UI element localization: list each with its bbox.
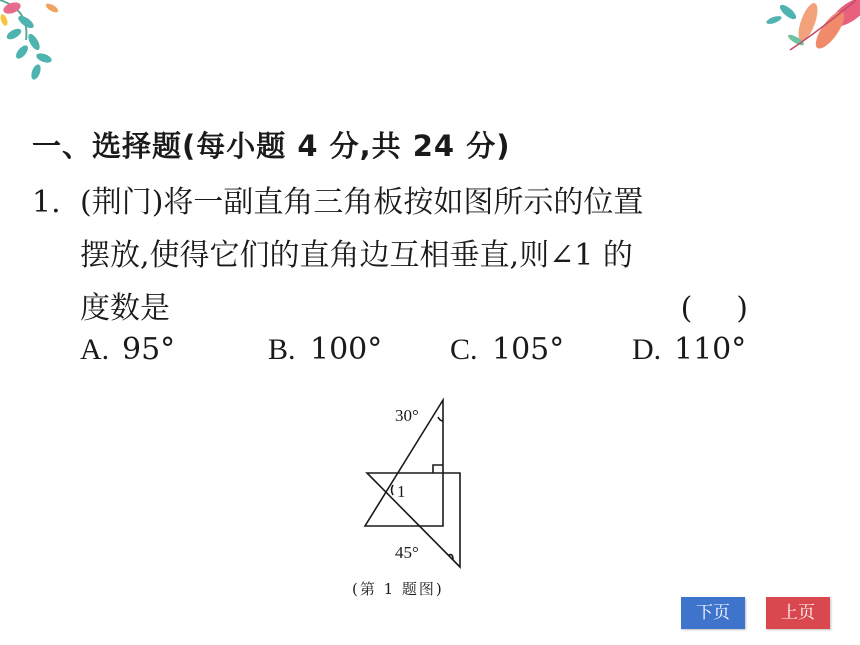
triangle-figure [355,395,475,575]
right-angle-mark [433,465,443,473]
question-text-line-2: 摆放,使得它们的直角边互相垂直,则∠1 的 [80,238,633,273]
floral-decoration-right-icon [730,0,860,70]
answer-blank: () [680,291,792,326]
option-b: B. 100° [268,332,383,367]
question-line-1 [32,176,802,229]
next-page-button[interactable]: 下页 [681,597,745,629]
question-line-3 [32,282,802,335]
option-a: A. 95° [80,332,176,367]
question-1 [32,176,802,335]
section-title: 一、选择题(每小题 4 分,共 24 分) [32,129,511,163]
previous-page-button[interactable]: 上页 [766,597,830,629]
question-text-line-1: (荆门)将一副直角三角板按如图所示的位置 [80,185,644,220]
angle-label-30: 30° [395,406,419,425]
option-d: D. 110° [632,332,747,367]
angle-label-45: 45° [395,543,419,562]
angle-1-arc [392,485,394,495]
question-number: 1. [32,185,61,220]
option-c: C. 105° [450,332,565,367]
figure-caption: (第 1 题图) [352,580,444,598]
angle-label-1: 1 [397,482,406,501]
floral-decoration-left-icon [0,0,90,90]
question-text-line-3: 度数是 [80,291,170,326]
question-line-2 [32,229,802,282]
